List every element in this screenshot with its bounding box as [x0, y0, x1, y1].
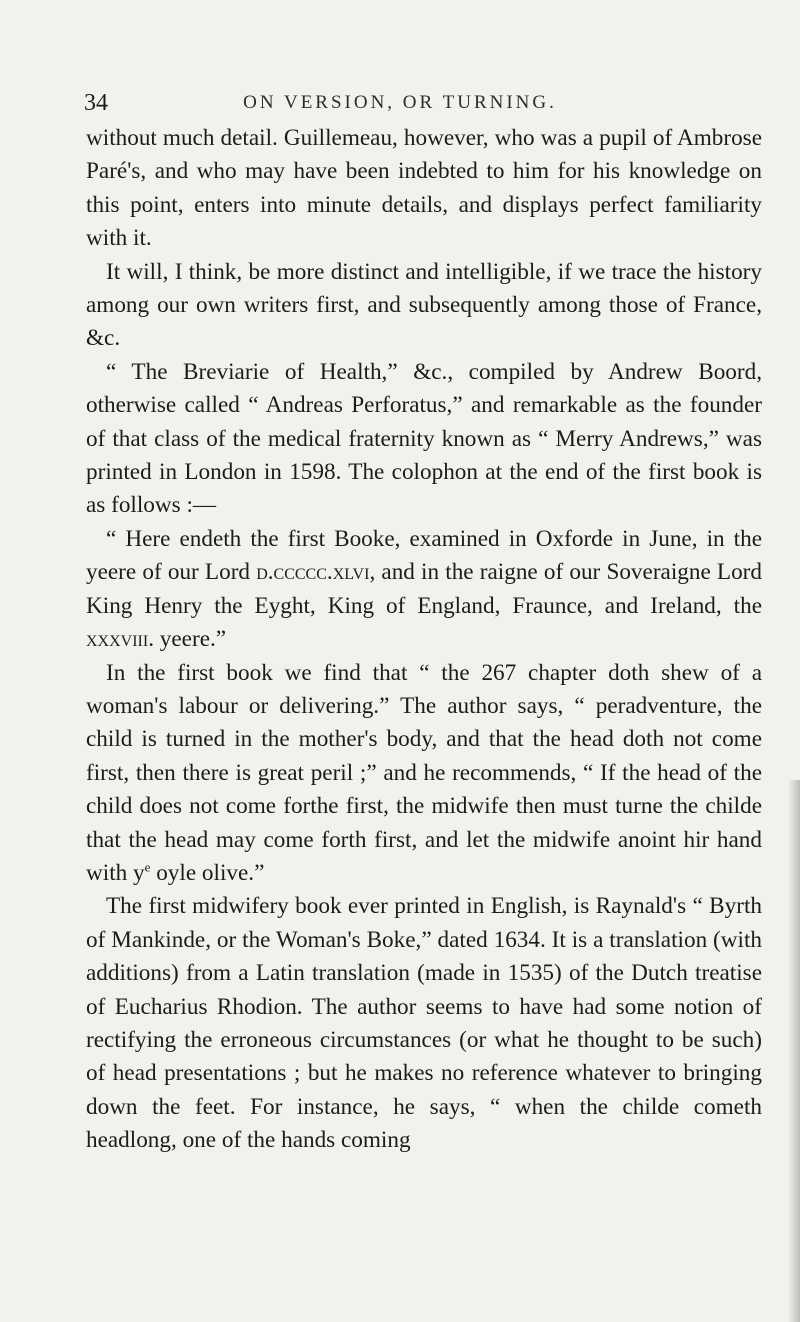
- body-text: [86, 122, 762, 1158]
- paragraph: [86, 657, 762, 891]
- roman-year: xxxviii: [86, 626, 149, 653]
- text-run: , and in the raigne of our Soveraigne Lord King Henry the Eyght, King of England, Fraunce, and Ireland, the: [86, 559, 762, 619]
- superscript: e: [144, 859, 151, 875]
- text-run: . yeere.”: [148, 626, 227, 653]
- text-run: “ Here endeth the first Booke, examined in Oxforde in June, in the yeere of our Lord: [86, 525, 762, 586]
- paragraph: It will, I think, be more distinct and intelligible, if we trace the history among our own writers first, and subsequently among those of France, &c.: [86, 258, 762, 352]
- running-head: ON VERSION, OR TURNING.: [243, 92, 557, 113]
- page-number: 34: [84, 90, 108, 116]
- text-run: In the first book we find that “ the 267 chapter doth shew of a woman's labour or delivering.” The author says, “ peradventure, the child is turned in the mother's body, and that the head doth not come first, then there is great peril ;” and he recommends, “ If the head of the child does not come forthe first, the midwife then must turne the childe that the head may come forth first, and let the midwife anoint hir hand with y: [86, 659, 762, 886]
- paragraph: [86, 523, 762, 657]
- roman-date: d.ccccc.xlvi: [256, 559, 370, 586]
- paragraph: “ The Breviarie of Health,” &c., compiled by Andrew Boord, otherwise called “ Andreas Perforatus,” and remarkable as the founder of that class of the medical fraternity known as “ Merry Andrews,” was printed in London in 1598. The colophon at the end of the first book is as follows :—: [86, 358, 762, 519]
- text-run: oyle olive.”: [150, 859, 265, 886]
- page-edge-shadow: [788, 780, 800, 1322]
- paragraph: The first midwifery book ever printed in English, is Raynald's “ Byrth of Mankinde, or the Woman's Boke,” dated 1634. It is a translation (with additions) from a Latin translation (made in 1535) of the Dutch treatise of Eucharius Rhodion. The author seems to have had some notion of rectifying the erroneous circumstances (or what he thought to be such) of head presentations ; but he makes no reference whatever to bringing down the feet. For instance, he says, “ when the childe cometh headlong, one of the hands coming: [86, 893, 762, 1154]
- paragraph: without much detail. Guillemeau, however, who was a pupil of Ambrose Paré's, and who may have been indebted to him for his knowledge on this point, enters into minute details, and displays perfect familiarity with it.: [86, 125, 762, 252]
